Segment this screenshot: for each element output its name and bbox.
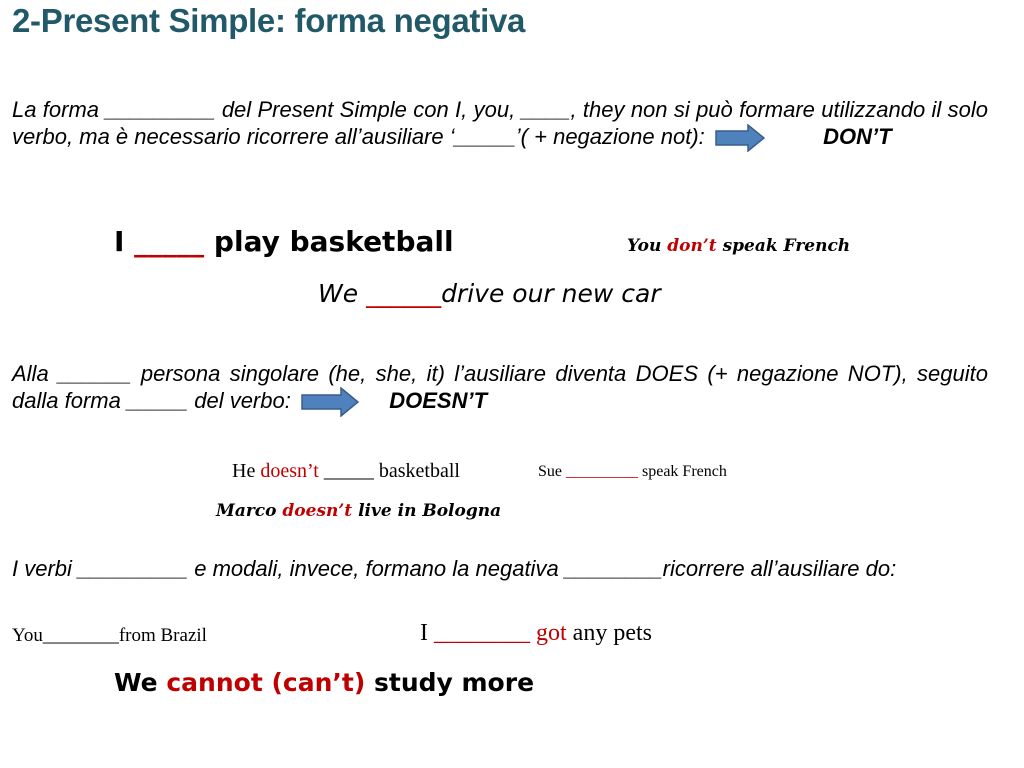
example-marco-bologna — [216, 501, 501, 521]
example-we-drive-car — [318, 279, 661, 308]
example-subject: Marco — [216, 501, 277, 521]
example-rest: from Brazil — [118, 625, 207, 646]
example-subject: You — [627, 236, 662, 256]
example-rest: drive our new car — [441, 279, 661, 308]
paragraph-dont-rule — [12, 96, 988, 152]
example-verb: got — [536, 620, 567, 646]
paragraph-modal-rule — [12, 555, 988, 582]
paragraph-text: La forma _________ del Present Simple con I, you, ____, they non si può formare utilizzando il solo verbo, ma è necessario ricorrere all’ausiliare ‘_____’( + negazione not): — [12, 97, 988, 149]
example-rest: speak French — [642, 463, 727, 480]
example-subject: I — [114, 225, 125, 258]
dont-label: DON’T — [823, 124, 892, 149]
example-rest: study more — [373, 668, 535, 697]
right-arrow-icon — [715, 124, 765, 152]
example-subject: You — [12, 625, 43, 646]
example-blank: ______ — [366, 279, 442, 308]
example-subject: I — [420, 620, 428, 646]
example-rest: live in Bologna — [358, 501, 502, 521]
example-negation: don’t — [667, 236, 717, 256]
example-you-from-brazil — [12, 625, 207, 647]
example-negation: doesn’t — [260, 460, 319, 482]
example-blank: ________ — [434, 620, 530, 646]
example-negation: doesn’t — [282, 501, 353, 521]
example-subject: Sue — [538, 463, 562, 480]
example-we-cannot-study — [114, 668, 534, 697]
example-rest: any pets — [572, 620, 652, 646]
example-subject: He — [232, 460, 256, 482]
example-blank: _________ — [566, 463, 638, 480]
example-subject: We — [114, 668, 158, 697]
paragraph-doesnt-rule — [12, 360, 988, 417]
example-blank: ________ — [42, 625, 119, 646]
right-arrow-icon — [301, 387, 359, 417]
page-title: 2-Present Simple: forma negativa — [12, 2, 526, 39]
paragraph-text: Alla ______ persona singolare (he, she, it) l’ausiliare diventa DOES (+ negazione NOT), seguito dalla forma _____ del verbo: — [12, 361, 988, 413]
doesnt-label: DOESN’T — [389, 388, 488, 413]
example-sue-speak-french — [538, 463, 727, 481]
example-he-doesnt-basketball — [232, 460, 460, 483]
example-rest: play basketball — [213, 225, 454, 258]
example-modal: cannot (can’t) — [166, 668, 366, 697]
example-subject: We — [318, 279, 359, 308]
example-rest: speak French — [722, 236, 851, 256]
example-rest: _____ basketball — [323, 460, 460, 482]
paragraph-text: I verbi _________ e modali, invece, formano la negativa ________ricorrere all’ausiliare do: — [12, 556, 897, 581]
example-blank: _____ — [134, 225, 205, 258]
example-i-got-pets — [420, 620, 652, 647]
example-i-play-basketball — [114, 225, 454, 258]
example-you-dont-speak-french — [627, 236, 850, 256]
